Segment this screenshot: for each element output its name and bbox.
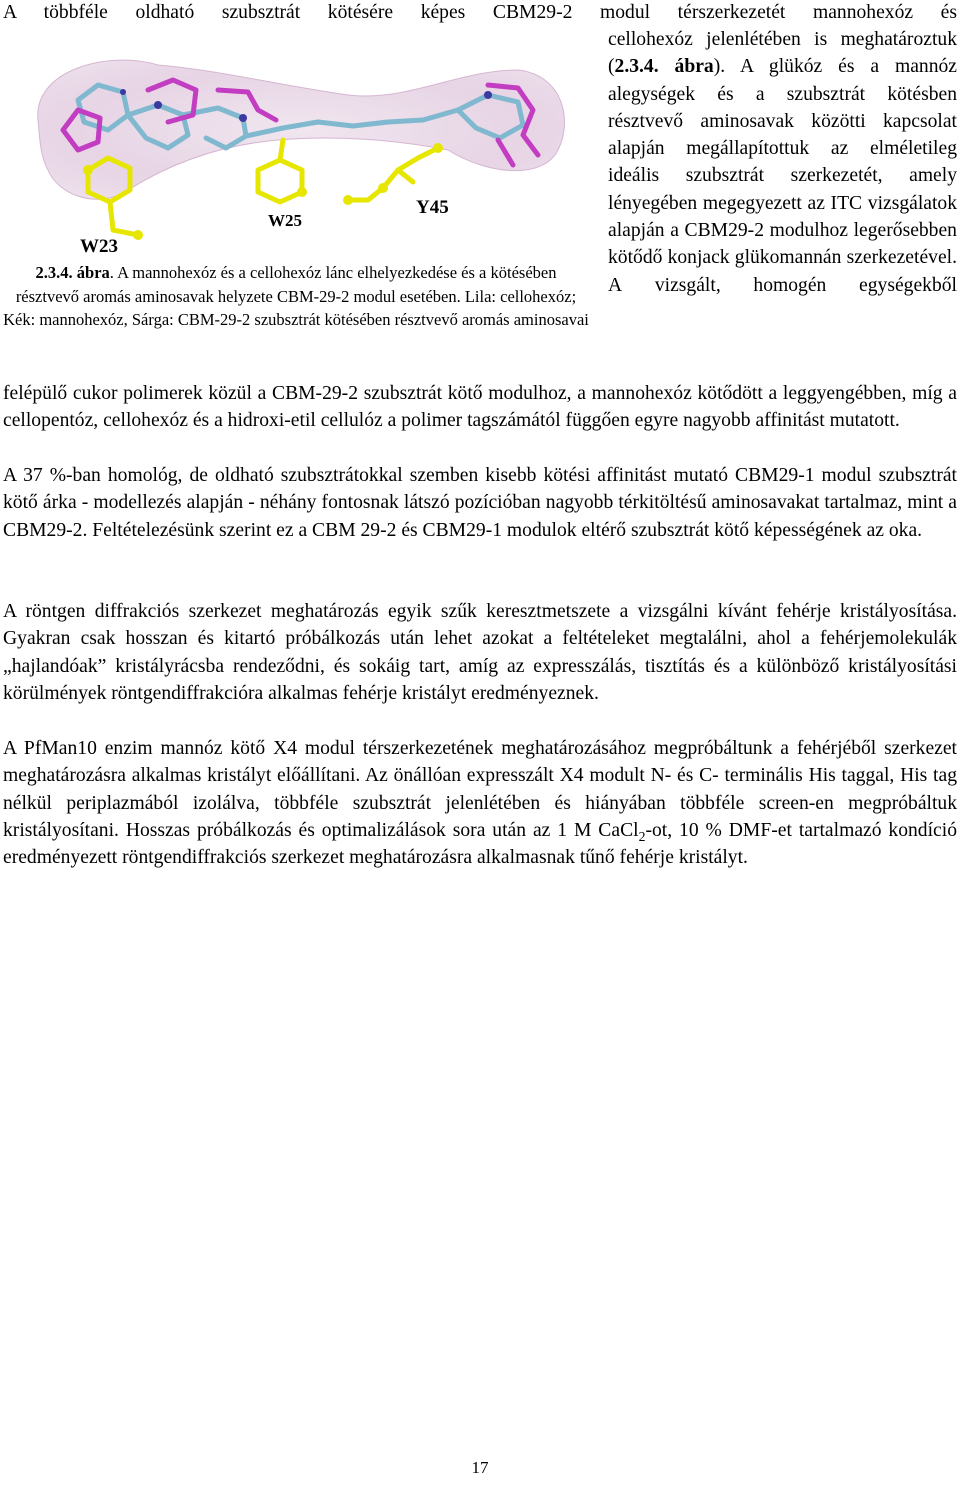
right-line: alapján a CBM29-2 modulhoz (608, 220, 848, 242)
right-line: elméletileg ideális szubsztrát (608, 138, 957, 187)
right-line: alapján megállapítottuk az (608, 138, 849, 160)
label-y45: Y45 (416, 197, 449, 218)
figure-caption (3, 261, 589, 332)
paragraph-1-continuation: felépülő cukor polimerek közül a CBM-29-2 szubsztrát kötő modulhoz, a mannohexóz kötődött a leggyengébben, míg a cellopentóz, cellohexóz és a hidroxi-etil cellulóz a polimer tagszámától függően egyre nagyobb affinitást mutatott. (3, 383, 957, 432)
right-line: szerkezetét, amely lényegében (608, 165, 957, 214)
page-number: 17 (471, 1458, 489, 1477)
paragraph-1-right-column (608, 26, 957, 299)
label-w23: W23 (80, 236, 118, 257)
right-line: aminosavak közötti kapcsolat (700, 110, 957, 132)
molecular-structure-figure (18, 30, 578, 270)
right-line: cellohexóz jelenlétében is (608, 29, 828, 50)
right-line: megegyezett az ITC vizsgálatok (702, 192, 958, 214)
paragraph-2: A 37 %-ban homológ, de oldható szubsztrátokkal szemben kisebb kötési affinitást mutató CBM29-1 modul szubsztrát kötő árka - modellezés alapján - néhány fontosnak látszó pozícióban nagyobb térkitöltésű aminosavakat tartalmaz, mint a CBM29-2. Feltételezésünk szerint ez a CBM 29-2 és CBM29-1 modulok eltérő szubsztrát kötő képességének az oka. (3, 465, 957, 541)
caption-figure-ref: 2.3.4. ábra (35, 263, 110, 282)
right-line: meghatároztuk ( (608, 29, 957, 78)
paragraph-3: A röntgen diffrakciós szerkezet meghatározás egyik szűk keresztmetszete a vizsgálni kívánt fehérje kristályosítása. Gyakran csak hosszan és kitartó próbálkozás után lehet azokat a feltételeket megtalálni, ahol a fehérjemolekulák „hajlandóak” kristályrácsba rendeződni, és sokáig tart, amíg az expresszálás, tisztítás és a különböző kristályosítási körülmények röntgendiffrakcióra alkalmas fehérje kristályt eredményeznek. (3, 601, 957, 704)
right-line: ). A (713, 56, 754, 78)
caption-text: . A mannohexóz és a cellohexóz lánc elhelyezkedése és a kötésében résztvevő aromás aminosavak helyzete CBM-29-2 modul esetében. Lila: cellohexóz; Kék: mannohexóz, Sárga: CBM-29-2 szubsztrát kötésében résztvevő aromás aminosavai (3, 263, 589, 329)
right-line: vizsgált, homogén egységekből (654, 274, 957, 296)
right-line: szubsztrát kötésben résztvevő (608, 83, 957, 132)
paragraph-4 (3, 735, 957, 871)
subscript: 2 (638, 828, 646, 844)
paragraph-4-part-a: A PfMan10 enzim mannóz kötő X4 modul térszerkezetének meghatározásához megpróbáltunk a fehérjéből szerkezet meghatározásra alkalmas kristályt előállítani. Az önállóan expresszált X4 modult N- és C- terminális His taggal, His tag nélkül periplazmából izolálva, többféle szubsztrát jelenlétében és hiányában többféle screen-en megpróbáltuk kristályosítani. Hosszas próbálkozás és optimalizálások sora után az 1 M CaCl (3, 738, 957, 841)
figure-reference: 2.3.4. ábra (614, 56, 714, 78)
label-w25: W25 (268, 211, 302, 230)
right-line: glükóz és a mannóz alegységek és a (608, 56, 957, 105)
right-line: glükomannán szerkezetével. A (608, 247, 957, 296)
paragraph-1-line-1: A többféle oldható szubsztrát kötésére képes CBM29-2 modul térszerkezetét mannohexóz és (3, 2, 957, 23)
paragraph-4-part-b: -ot, 10 % DMF-et tartalmazó kondíció eredményezett röntgendiffrakciós szerkezet meghatározásra alkalmasnak tűnő fehérje kristályt. (3, 819, 957, 869)
right-line: legerősebben kötődő konjack (608, 220, 957, 269)
